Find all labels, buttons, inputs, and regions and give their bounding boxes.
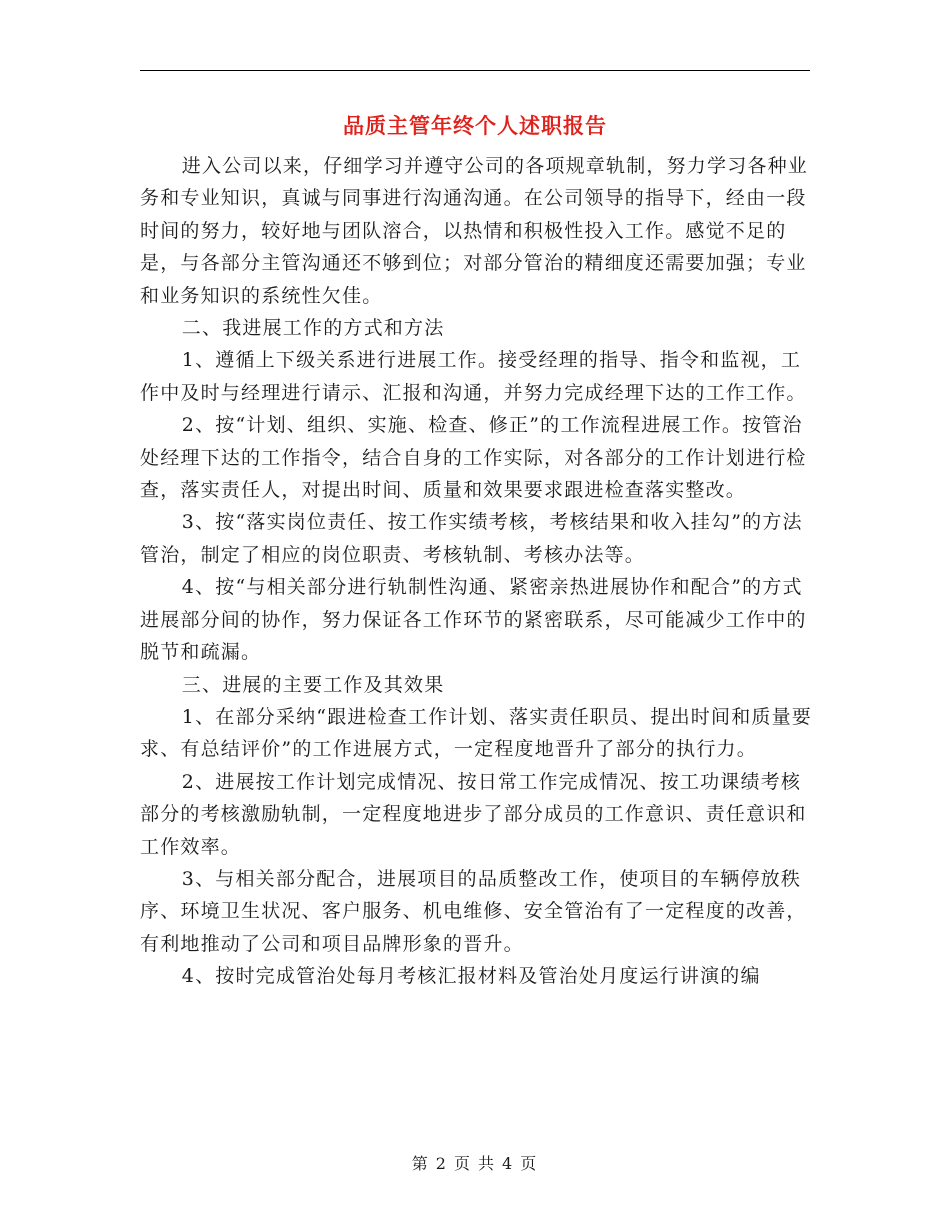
paragraph-intro: 进入公司以来，仔细学习并遵守公司的各项规章轨制，努力学习各种业务和专业知识，真诚与同事进行沟通沟通。在公司领导的指导下，经由一段时间的努力，较好地与团队溶合，以热情和积极性投入工作。感觉不足的是，与各部分主管沟通还不够到位；对部分管治的精细度还需要加强；专业和业务知识的系统性欠佳。 [140, 155, 808, 307]
page-number-footer [0, 1153, 950, 1175]
paragraph-item: 2、进展按工作计划完成情况、按日常工作完成情况、按工功课绩考核部分的考核激励轨制，一定程度地进步了部分成员的工作意识、责任意识和工作效率。 [140, 770, 807, 858]
paragraph-item: 4、按“与相关部分进行轨制性沟通、紧密亲热进展协作和配合”的方式进展部分间的协作，努力保证各工作环节的紧密联系，尽可能减少工作中的脱节和疏漏。 [140, 576, 807, 664]
paragraph-item: 3、按“落实岗位责任、按工作实绩考核，考核结果和收入挂勾”的方法管治，制定了相应的岗位职责、考核轨制、考核办法等。 [140, 511, 803, 566]
total-label: 共 [478, 1154, 497, 1173]
section-heading-2: 二、我进展工作的方式和方法 [181, 317, 445, 340]
current-page-number: 2 [435, 1154, 448, 1173]
page-label-suffix: 页 [520, 1154, 539, 1173]
paragraph-item: 1、遵循上下级关系进行进展工作。接受经理的指导、指令和监视，工作中及时与经理进行请示、汇报和沟通，并努力完成经理下达的工作工作。 [140, 349, 807, 404]
header-rule [140, 70, 810, 71]
document-body [140, 150, 814, 993]
paragraph-item: 1、在部分采纳“跟进检查工作计划、落实责任职员、提出时间和质量要求、有总结评价”的工作进展方式，一定程度地晋升了部分的执行力。 [140, 705, 813, 761]
document-title: 品质主管年终个人述职报告 [343, 113, 607, 138]
paragraph-item: 3、与相关部分配合，进展项目的品质整改工作，使项目的车辆停放秩序、环境卫生状况、客户服务、机电维修、安全管治有了一定程度的改善，有利地推动了公司和项目品牌形象的晋升。 [140, 867, 807, 955]
page-label-mid: 页 [453, 1154, 472, 1173]
total-pages-number: 4 [502, 1154, 515, 1173]
paragraph-item: 2、按“计划、组织、实施、检查、修正”的工作流程进展工作。按管治处经理下达的工作指令，结合自身的工作实际，对各部分的工作计划进行检查，落实责任人，对提出时间、质量和效果要求跟进检查落实整改。 [140, 414, 807, 502]
section-heading-3: 三、进展的主要工作及其效果 [181, 673, 445, 696]
paragraph-item: 4、按时完成管治处每月考核汇报材料及管治处月度运行讲演的编 [181, 965, 761, 988]
page-label-prefix: 第 [411, 1154, 430, 1173]
